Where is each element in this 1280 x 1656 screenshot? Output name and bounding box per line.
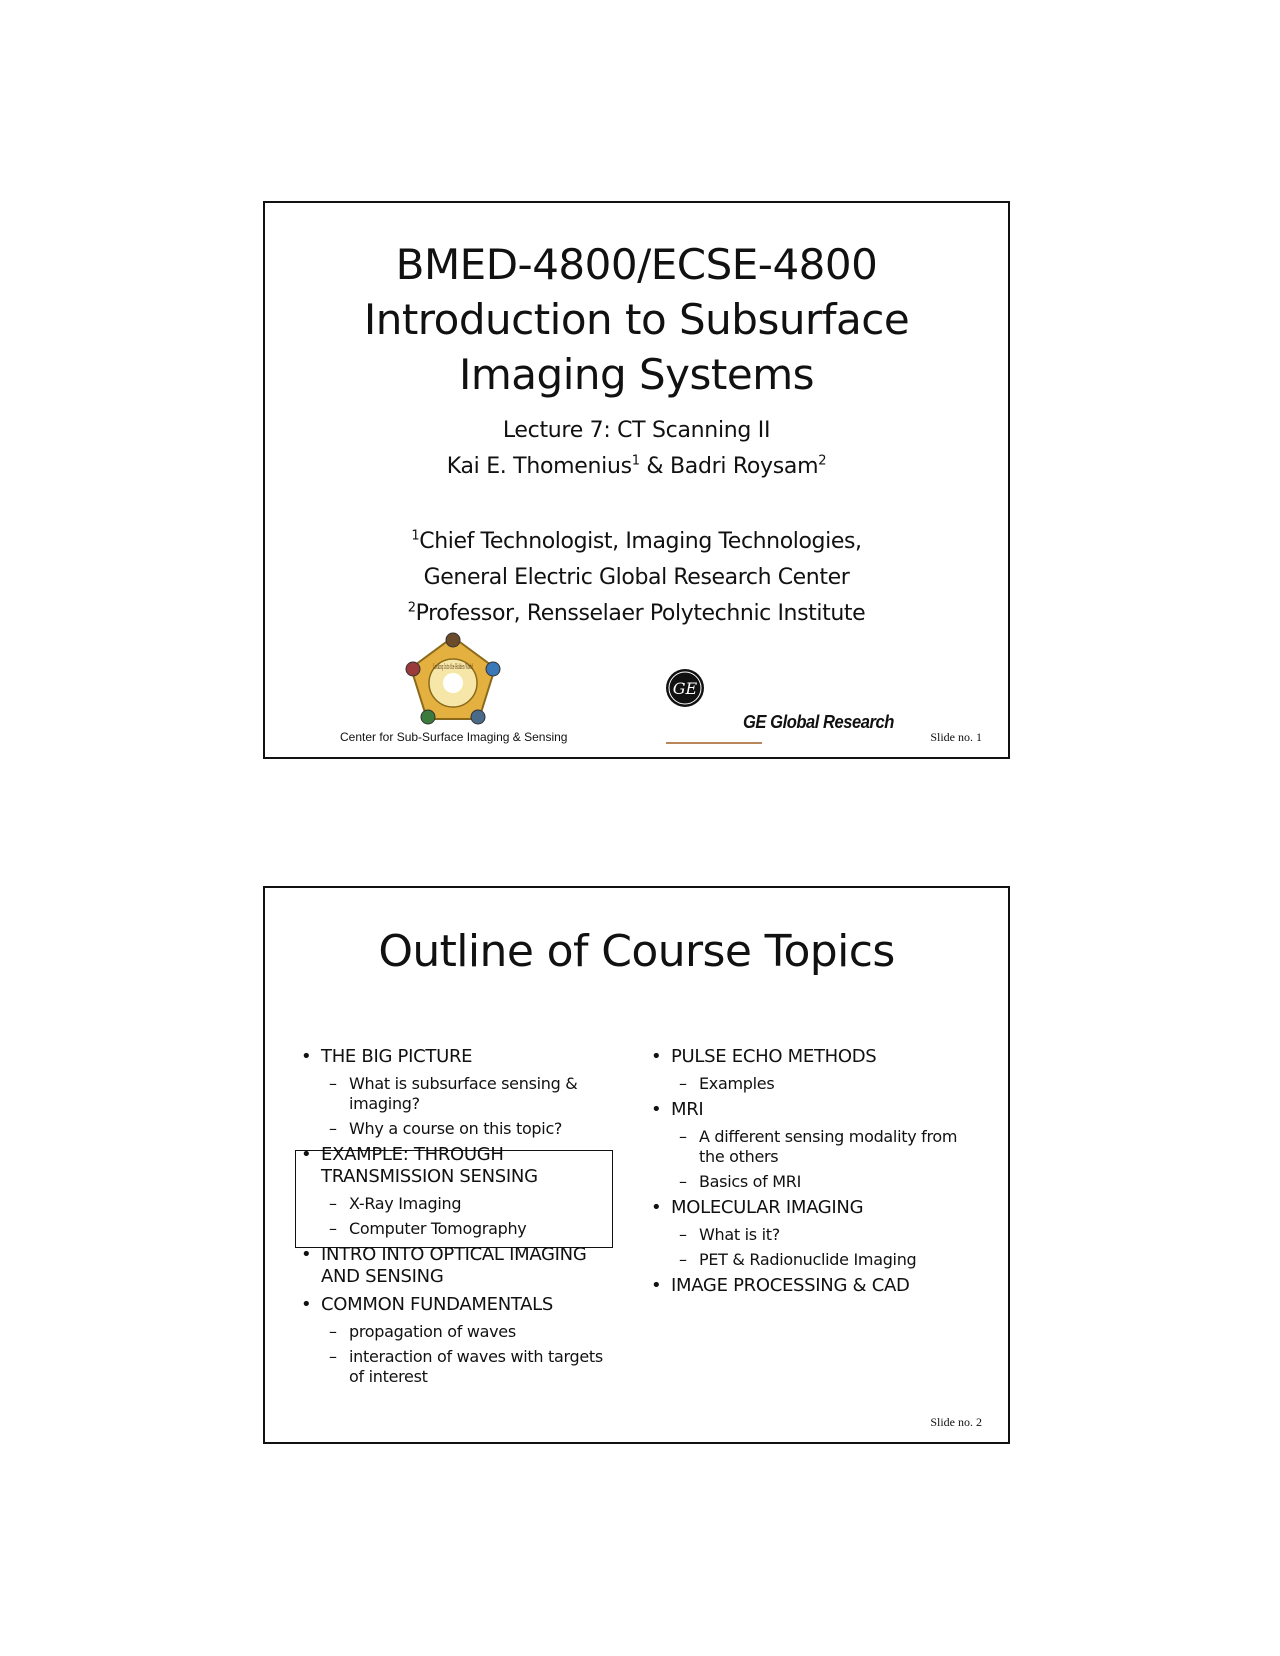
slide-1 — [263, 201, 1010, 759]
subtopic-item: – interaction of waves with targets of interest — [301, 1347, 611, 1387]
slide-2 — [263, 886, 1010, 1444]
subtopic-item: – Computer Tomography — [301, 1219, 611, 1239]
lecture-subtitle: Lecture 7: CT Scanning II — [502, 418, 771, 443]
topics-left-column — [301, 1046, 611, 1392]
ge-global-research-logo: GE Global Research — [743, 712, 894, 732]
topic-item: • COMMON FUNDAMENTALS — [301, 1294, 611, 1316]
author-joiner: & — [639, 454, 670, 479]
slide-number: Slide no. 2 — [930, 1415, 982, 1429]
author-2-sup: 2 — [818, 453, 827, 469]
subtopic-item: – What is subsurface sensing & imaging? — [301, 1074, 611, 1114]
topic-item: • MOLECULAR IMAGING — [651, 1197, 981, 1219]
author-1-sup: 1 — [631, 453, 640, 469]
affiliation-3-text: Professor, Rensselaer Polytechnic Institute — [415, 601, 866, 626]
topic-item: • IMAGE PROCESSING & CAD — [651, 1275, 981, 1297]
topic-item: • INTRO INTO OPTICAL IMAGING AND SENSING — [301, 1244, 611, 1288]
subtopic-item: – Basics of MRI — [651, 1172, 981, 1192]
author-1: Kai E. Thomenius — [446, 454, 632, 479]
subtopic-item: – What is it? — [651, 1225, 981, 1245]
topic-item: • THE BIG PICTURE — [301, 1046, 611, 1068]
subtopic-item: – propagation of waves — [301, 1322, 611, 1342]
affiliation-3-sup: 2 — [407, 600, 416, 616]
cssis-star-logo-icon — [405, 631, 501, 727]
slide-number: Slide no. 1 — [930, 730, 982, 744]
ge-monogram-icon — [665, 668, 705, 708]
ge-underline — [666, 742, 762, 744]
slide-2-title: Outline of Course Topics — [378, 926, 895, 977]
affiliation-3 — [265, 596, 1008, 632]
subtopic-item: – Why a course on this topic? — [301, 1119, 611, 1139]
affiliation-2: General Electric Global Research Center — [423, 565, 850, 590]
authors — [265, 454, 1008, 479]
affiliation-1 — [265, 524, 1008, 560]
center-caption: Center for Sub-Surface Imaging & Sensing — [340, 730, 568, 744]
cssis-logo-text: Looking Into the Hidden World — [433, 663, 474, 671]
subtopic-item: – PET & Radionuclide Imaging — [651, 1250, 981, 1270]
affiliation-1-text: Chief Technologist, Imaging Technologies, — [419, 529, 862, 554]
title-line-1: BMED-4800/ECSE-4800 — [395, 240, 878, 289]
topic-item: • MRI — [651, 1099, 981, 1121]
author-2: Badri Roysam — [669, 454, 819, 479]
subtopic-item: – X-Ray Imaging — [301, 1194, 611, 1214]
topics-right-column — [651, 1046, 981, 1303]
topic-item: • PULSE ECHO METHODS — [651, 1046, 981, 1068]
title-line-2: Introduction to Subsurface — [363, 295, 910, 344]
slide-1-title — [265, 237, 1008, 402]
topic-item: • EXAMPLE: THROUGH TRANSMISSION SENSING — [301, 1144, 611, 1188]
title-line-3: Imaging Systems — [459, 350, 814, 399]
affiliation-1-sup: 1 — [411, 528, 420, 544]
svg-text:GE: GE — [672, 679, 698, 698]
subtopic-item: – Examples — [651, 1074, 981, 1094]
subtopic-item: – A different sensing modality from the others — [651, 1127, 981, 1167]
